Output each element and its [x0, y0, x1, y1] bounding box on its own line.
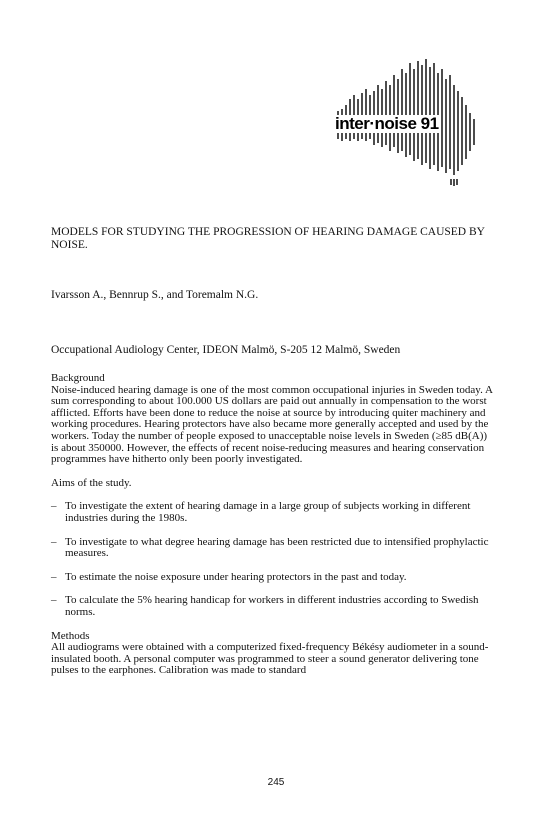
- aim-text: To estimate the noise exposure under hearing protectors in the past and today.: [65, 570, 407, 583]
- paper-authors: Ivarsson A., Bennrup S., and Toremalm N.G.: [51, 289, 259, 301]
- methods-heading: Methods: [51, 629, 90, 642]
- page-number: 245: [267, 777, 285, 788]
- aim-item: – To calculate the 5% hearing handicap for workers in different industries according to Swedish norms.: [51, 594, 479, 618]
- paper-body: [51, 373, 496, 677]
- background-heading: Background: [51, 372, 105, 384]
- logo-wordmark: inter·noise 91: [335, 114, 439, 133]
- background-paragraph: Noise-induced hearing damage is one of the most common occupational injuries in Sweden today. A sum corresponding to about 100.000 US dollars are paid out annually in compensation to the worst afflicted. Efforts have been done to reduce the noise at source by introducing quiter machinery and working procedures. Hearing protectors have also became more generally accepted and used by the workers. Today the number of people exposed to unacceptable noise levels in Sweden (≥85 dB(A)) is about 350000. However, the effects of recent noise-reducing measures and hearing conservation programmes have hitherto only been poorly investigated.: [51, 383, 493, 466]
- methods-paragraph: All audiograms were obtained with a computerized fixed-frequency Békésy audiometer in a sound-insulated booth. A personal computer was programmed to steer a sound generator delivering tone pulses to the earphones. Calibration was made to standard: [51, 641, 489, 677]
- paper-affiliation: Occupational Audiology Center, IDEON Malmö, S-205 12 Malmö, Sweden: [51, 344, 401, 356]
- aim-item: – To estimate the noise exposure under hearing protectors in the past and today.: [51, 570, 407, 583]
- aim-text: To investigate to what degree hearing damage has been restricted due to intensified prophylactic measures.: [65, 535, 489, 560]
- paper-title: MODELS FOR STUDYING THE PROGRESSION OF HEARING DAMAGE CAUSED BY NOISE.: [51, 226, 485, 251]
- aim-item: – To investigate to what degree hearing damage has been restricted due to intensified prophylactic measures.: [51, 535, 489, 560]
- aims-list: [51, 501, 496, 618]
- aim-item: – To investigate the extent of hearing damage in a large group of subjects working in different industries during the 1980s.: [51, 500, 471, 524]
- aims-heading: Aims of the study.: [51, 476, 132, 489]
- aim-text: To investigate the extent of hearing damage in a large group of subjects working in different industries during the 1980s.: [65, 500, 471, 524]
- aim-text: To calculate the 5% hearing handicap for workers in different industries according to Swedish norms.: [65, 594, 479, 618]
- conference-logo: [318, 55, 493, 187]
